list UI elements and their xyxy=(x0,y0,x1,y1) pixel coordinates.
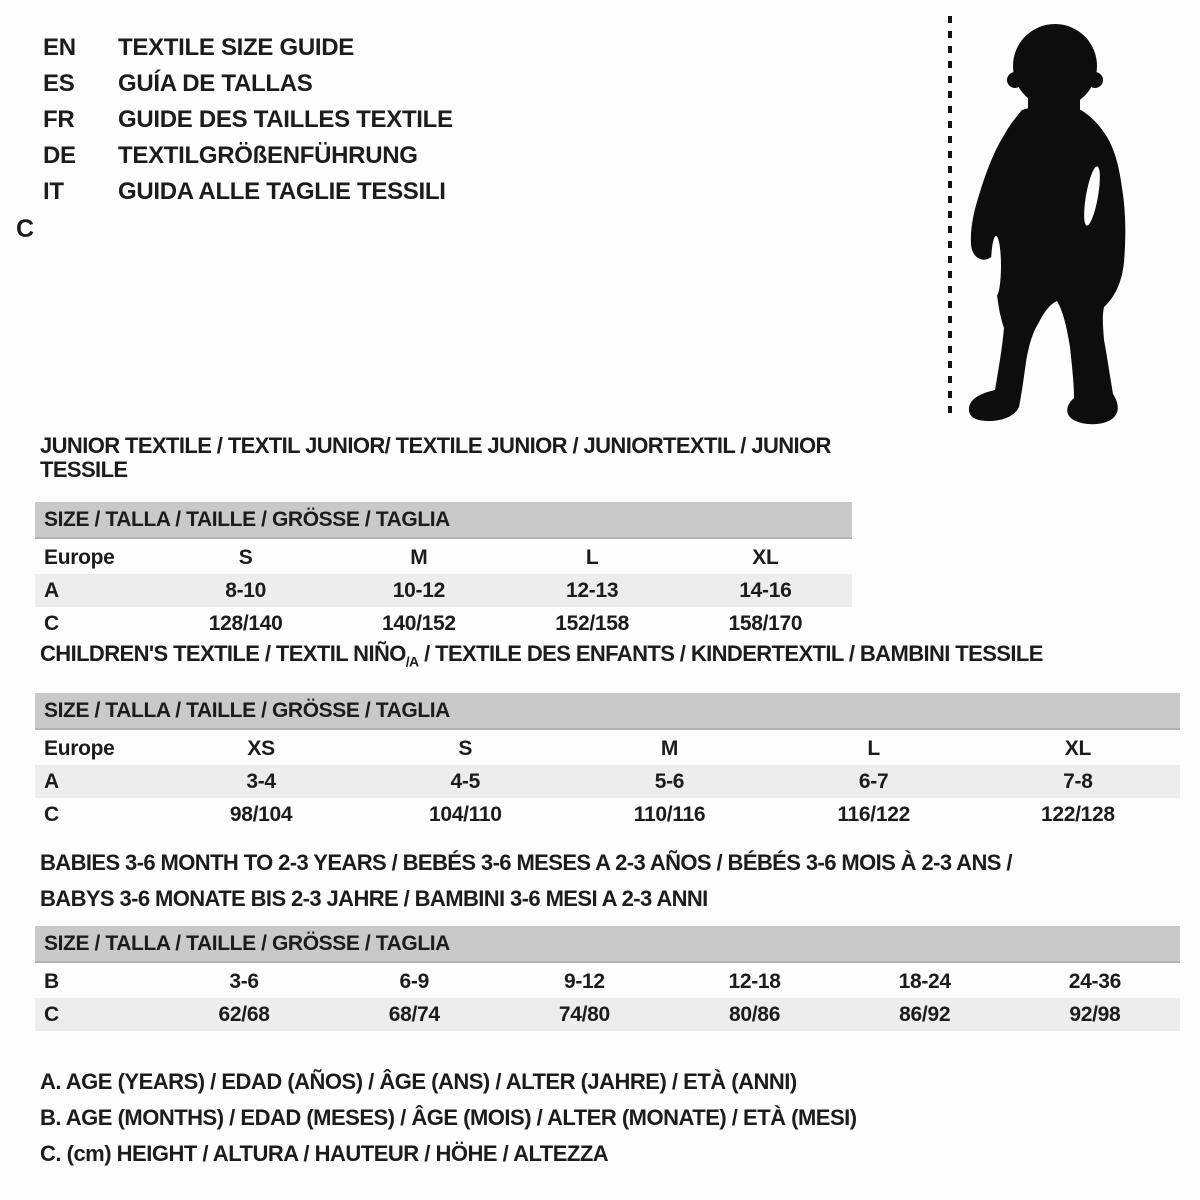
size-value-cell: 104/110 xyxy=(428,802,502,826)
size-value-cell: 68/74 xyxy=(388,1002,440,1026)
size-value-cell: 62/68 xyxy=(218,1002,270,1026)
size-value-cell: XS xyxy=(247,736,275,760)
row-label: Europe xyxy=(44,736,115,760)
title-line: BABYS 3-6 MONATE BIS 2-3 JAHRE / BAMBINI 3-6 MESI A 2-3 ANNI xyxy=(40,886,708,911)
size-value-cell: 92/98 xyxy=(1069,1002,1121,1026)
language-title: TEXTILE SIZE GUIDE xyxy=(118,34,354,61)
size-value-cell: 7-8 xyxy=(1063,769,1093,793)
section-children-textile xyxy=(35,642,1180,831)
size-value-cell: S xyxy=(458,736,473,760)
section-title xyxy=(40,642,1180,673)
title-subscript: /A xyxy=(405,653,419,670)
size-value-cell: 116/122 xyxy=(837,802,910,826)
language-code: FR xyxy=(43,106,75,133)
legend-line: B. AGE (MONTHS) / EDAD (MESES) / ÂGE (MOIS) / ALTER (MONATE) / ETÀ (MESI) xyxy=(40,1105,857,1130)
size-value-cell: L xyxy=(585,545,599,569)
table-row xyxy=(35,541,852,574)
size-value-cell: 5-6 xyxy=(654,769,685,793)
size-value-cell: 98/104 xyxy=(229,802,293,826)
size-value-cell: 74/80 xyxy=(558,1002,610,1026)
left-ear-shape xyxy=(1007,72,1023,88)
size-header-bar: SIZE / TALLA / TAILLE / GRÖSSE / TAGLIA xyxy=(35,502,852,539)
table-row xyxy=(35,607,852,640)
size-value-cell: M xyxy=(660,736,679,760)
size-value-cell: 18-24 xyxy=(898,969,951,993)
section-babies-textile xyxy=(35,845,1180,1031)
babies-size-table xyxy=(35,965,1180,1031)
language-title: TEXTILGRÖßENFÜHRUNG xyxy=(118,142,418,169)
language-code: DE xyxy=(43,142,76,169)
size-value-cell: 14-16 xyxy=(739,578,792,602)
size-value-cell: 86/92 xyxy=(899,1002,951,1026)
size-value-cell: 158/170 xyxy=(728,611,803,635)
size-value-cell: 12-13 xyxy=(566,578,619,602)
table-row xyxy=(35,732,1180,765)
table-row xyxy=(35,998,1180,1031)
title-text: CHILDREN'S TEXTILE / TEXTIL NIÑO xyxy=(40,641,406,666)
row-label: B xyxy=(44,969,59,993)
language-code: EN xyxy=(43,34,76,61)
junior-size-table xyxy=(35,541,852,640)
size-value-cell: XL xyxy=(1064,736,1091,760)
row-label: A xyxy=(44,578,59,602)
children-size-table xyxy=(35,732,1180,831)
height-measure-label: C xyxy=(16,215,35,243)
legend-line: A. AGE (YEARS) / EDAD (AÑOS) / ÂGE (ANS) / ALTER (JAHRE) / ETÀ (ANNI) xyxy=(40,1069,797,1094)
size-value-cell: 9-12 xyxy=(563,969,605,993)
size-value-cell: L xyxy=(867,736,880,760)
size-value-cell: 6-9 xyxy=(399,969,429,993)
table-row xyxy=(35,965,1180,998)
language-row xyxy=(43,66,453,102)
size-value-cell: S xyxy=(238,545,253,569)
right-ear-shape xyxy=(1087,72,1103,88)
size-value-cell: 80/86 xyxy=(729,1002,781,1026)
language-row xyxy=(43,102,453,138)
section-junior-textile xyxy=(35,434,852,640)
size-value-cell: 8-10 xyxy=(225,578,267,602)
size-value-cell: 12-18 xyxy=(728,969,781,993)
legend-line: C. (cm) HEIGHT / ALTURA / HAUTEUR / HÖHE / ALTEZZA xyxy=(40,1141,609,1166)
section-title: JUNIOR TEXTILE / TEXTIL JUNIOR/ TEXTILE JUNIOR / JUNIORTEXTIL / JUNIOR TESSILE xyxy=(40,433,831,482)
measure-legend xyxy=(40,1064,857,1172)
table-row xyxy=(35,798,1180,831)
language-header xyxy=(43,30,453,210)
row-label: A xyxy=(44,769,59,793)
hand-body-gap xyxy=(991,236,1001,296)
language-row xyxy=(43,30,453,66)
size-header-bar: SIZE / TALLA / TAILLE / GRÖSSE / TAGLIA xyxy=(35,926,1180,963)
title-line: BABIES 3-6 MONTH TO 2-3 YEARS / BEBÉS 3-6 MESES A 2-3 AÑOS / BÉBÉS 3-6 MOIS À 2-3 ANS / xyxy=(40,850,1012,875)
language-title: GUÍA DE TALLAS xyxy=(118,70,313,97)
row-label: C xyxy=(44,611,59,635)
height-dashed-line xyxy=(947,16,953,418)
size-value-cell: 128/140 xyxy=(208,611,283,635)
section-title xyxy=(40,845,1180,917)
row-label: C xyxy=(44,802,59,826)
size-value-cell: 24-36 xyxy=(1068,969,1121,993)
language-code: ES xyxy=(43,70,75,97)
size-value-cell: 3-6 xyxy=(229,969,259,993)
table-row xyxy=(35,574,852,607)
table-row xyxy=(35,765,1180,798)
language-code: IT xyxy=(43,178,64,205)
language-row xyxy=(43,138,453,174)
language-title: GUIDE DES TAILLES TEXTILE xyxy=(118,106,453,133)
size-value-cell: 10-12 xyxy=(392,578,445,602)
language-row xyxy=(43,174,453,210)
size-value-cell: M xyxy=(410,545,428,569)
row-label: Europe xyxy=(44,545,115,569)
title-text: / TEXTILE DES ENFANTS / KINDERTEXTIL / BAMBINI TESSILE xyxy=(418,641,1043,666)
language-title: GUIDA ALLE TAGLIE TESSILI xyxy=(118,178,446,205)
size-value-cell: 152/158 xyxy=(555,611,630,635)
size-value-cell: 122/128 xyxy=(1040,802,1115,826)
size-value-cell: 6-7 xyxy=(858,769,889,793)
row-label: C xyxy=(44,1002,59,1026)
toddler-silhouette-image xyxy=(962,14,1148,428)
size-value-cell: 110/116 xyxy=(633,802,706,826)
size-value-cell: 4-5 xyxy=(450,769,480,793)
size-header-bar: SIZE / TALLA / TAILLE / GRÖSSE / TAGLIA xyxy=(35,693,1180,730)
size-value-cell: 140/152 xyxy=(381,611,456,635)
size-value-cell: 3-4 xyxy=(246,769,276,793)
size-value-cell: XL xyxy=(752,545,779,569)
